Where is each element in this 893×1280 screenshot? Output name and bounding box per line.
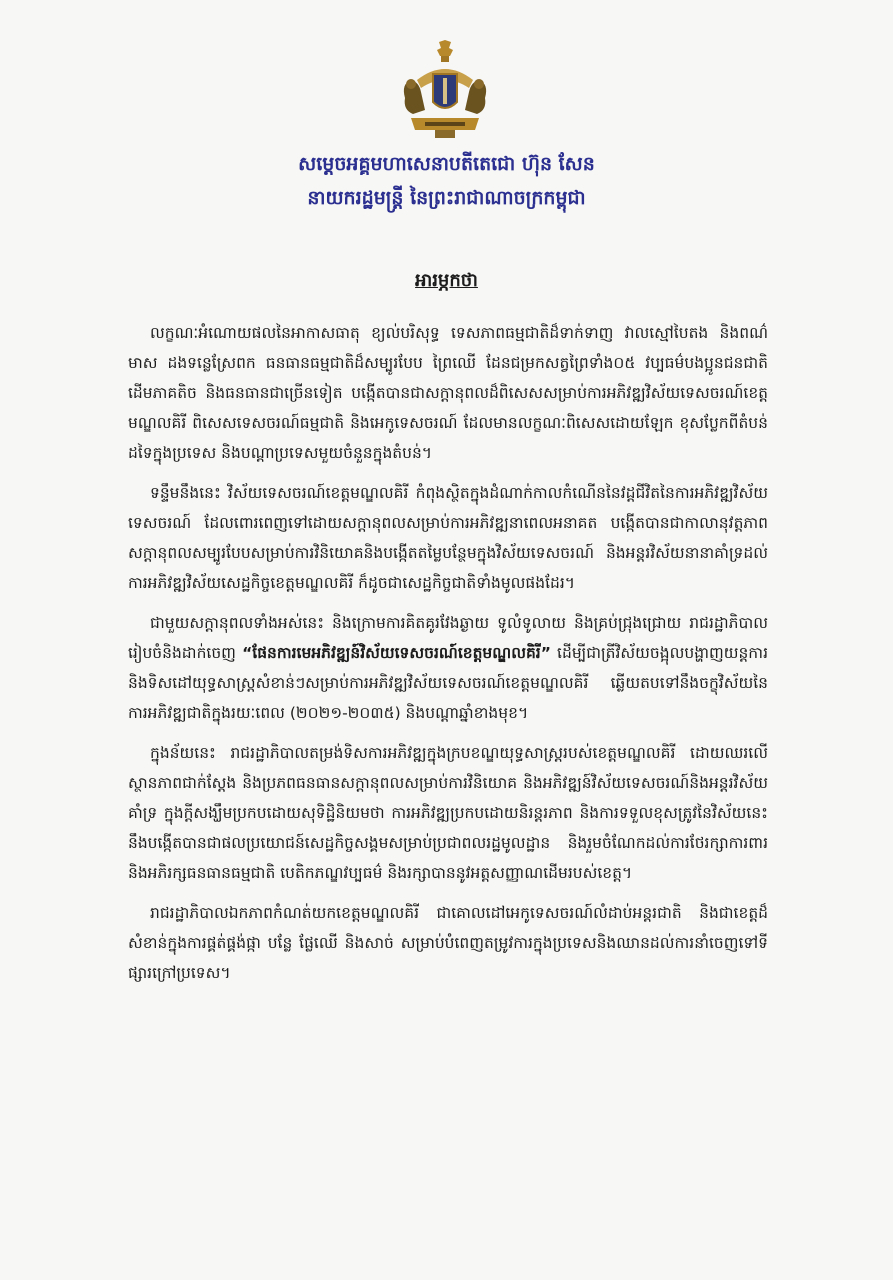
paragraph: ក្នុងន័យនេះ រាជរដ្ឋាភិបាលតម្រង់ទិសការអភិវឌ្ឍក្នុងក្របខណ្ឌយុទ្ធសាស្ត្ររបស់ខេត្តមណ្ឌលគិរី ដោយឈរលើស្ថានភាពជាក់ស្តែង និងប្រភពធនធានសក្តានុពលសម្រាប់ការវិនិយោគ និងអភិវឌ្ឍន៍វិស័យទេសចរណ៍និងអន្តរវិស័យគាំទ្រ ក្នុងក្តីសង្ឃឹមប្រកបដោយសុទិដ្ឋិនិយមថា ការអភិវឌ្ឍប្រកបដោយនិរន្តរភាព និងការទទួលខុសត្រូវនៃវិស័យនេះ នឹងបង្កើតបានជាផលប្រយោជន៍សេដ្ឋកិច្ចសង្គមសម្រាប់ប្រជាពលរដ្ឋមូលដ្ឋាន និងរួមចំណែកដល់ការថែរក្សាការពារនិងអភិរក្សធនធានធម្មជាតិ បេតិកភណ្ឌវប្បធម៌ និងរក្សាបាននូវអត្តសញ្ញាណដើមរបស់ខេត្ត។ xyxy=(128,744,768,882)
paragraph xyxy=(128,608,768,728)
document-title: អារម្ភកថា xyxy=(415,270,478,291)
paragraph-text: ជាមួយសក្តានុពលទាំងអស់នេះ និងក្រោមការគិតគូរវែងឆ្ងាយ ទូលំទូលាយ និងគ្រប់ជ្រុងជ្រោយ រាជរដ្ឋាភិបាលរៀបចំនិងដាក់ចេញ xyxy=(128,614,768,662)
document-body xyxy=(128,318,768,998)
sender-title: នាយករដ្ឋមន្ត្រី នៃព្រះរាជាណាចក្រកម្ពុជា xyxy=(307,187,586,209)
plan-name: “ផែនការមេអភិវឌ្ឍន៍វិស័យទេសចរណ៍ខេត្តមណ្ឌលគិរី” xyxy=(242,644,551,662)
paragraph: រាជរដ្ឋាភិបាលឯកភាពកំណត់យកខេត្តមណ្ឌលគិរី ជាគោលដៅអេកូទេសចរណ៍លំដាប់អន្តរជាតិ និងជាខេត្តដ៏សំខាន់ក្នុងការផ្គត់ផ្គង់ផ្កា បន្លែ ផ្លែឈើ និងសាច់ សម្រាប់បំពេញតម្រូវការក្នុងប្រទេសនិងឈានដល់ការនាំចេញទៅទីផ្សារក្រៅប្រទេស។ xyxy=(128,904,768,982)
sender-name: សម្តេចអគ្គមហាសេនាបតីតេជោ ហ៊ុន សែន xyxy=(298,153,595,175)
royal-coat-of-arms-icon xyxy=(395,40,495,140)
paragraph-text: ដើម្បីជាត្រីវិស័យចង្អុលបង្ហាញយន្តការនិងទិសដៅយុទ្ធសាស្ត្រសំខាន់ៗសម្រាប់ការអភិវឌ្ឍវិស័យទេសចរណ៍ខេត្តមណ្ឌលគិរី ឆ្លើយតបទៅនឹងចក្ខុវិស័យនៃការអភិវឌ្ឍជាតិក្នុងរយៈពេល (២០២១-២០៣៥) និងបណ្តាឆ្នាំខាងមុខ។ xyxy=(128,644,768,722)
paragraph: លក្ខណៈអំណោយផលនៃអាកាសធាតុ ខ្យល់បរិសុទ្ធ ទេសភាពធម្មជាតិដ៏ទាក់ទាញ វាលស្មៅបៃតង និងពណ៌មាស ដងទន្លេស្រែពក ធនធានធម្មជាតិដ៏សម្បូរបែប ព្រៃឈើ ដែនជម្រកសត្វព្រៃទាំង០៥ វប្បធម៌បងប្អូនជនជាតិដើមភាគតិច និងធនធានជាច្រើនទៀត បង្កើតបានជាសក្តានុពលដ៏ពិសេសសម្រាប់ការអភិវឌ្ឍវិស័យទេសចរណ៍ខេត្តមណ្ឌលគិរី ពិសេសទេសចរណ៍ធម្មជាតិ និងអេកូទេសចរណ៍ ដែលមានលក្ខណៈពិសេសដោយឡែក ខុសប្លែកពីតំបន់ដទៃក្នុងប្រទេស និងបណ្តាប្រទេសមួយចំនួនក្នុងតំបន់។ xyxy=(128,324,768,462)
paragraph: ទន្ទឹមនឹងនេះ វិស័យទេសចរណ៍ខេត្តមណ្ឌលគិរី កំពុងស្ថិតក្នុងដំណាក់កាលកំណើននៃវដ្តជីវិតនៃការអភិវឌ្ឍវិស័យទេសចរណ៍ ដែលពោរពេញទៅដោយសក្តានុពលសម្រាប់ការអភិវឌ្ឍនាពេលអនាគត បង្កើតបានជាកាលានុវត្តភាពសក្តានុពលសម្បូរបែបសម្រាប់ការវិនិយោគនិងបង្កើតតម្លៃបន្ថែមក្នុងវិស័យទេសចរណ៍ និងអន្តរវិស័យនានាគាំទ្រដល់ការអភិវឌ្ឍវិស័យសេដ្ឋកិច្ចខេត្តមណ្ឌលគិរី ក៏ដូចជាសេដ្ឋកិច្ចជាតិទាំងមូលផងដែរ។ xyxy=(128,484,768,592)
